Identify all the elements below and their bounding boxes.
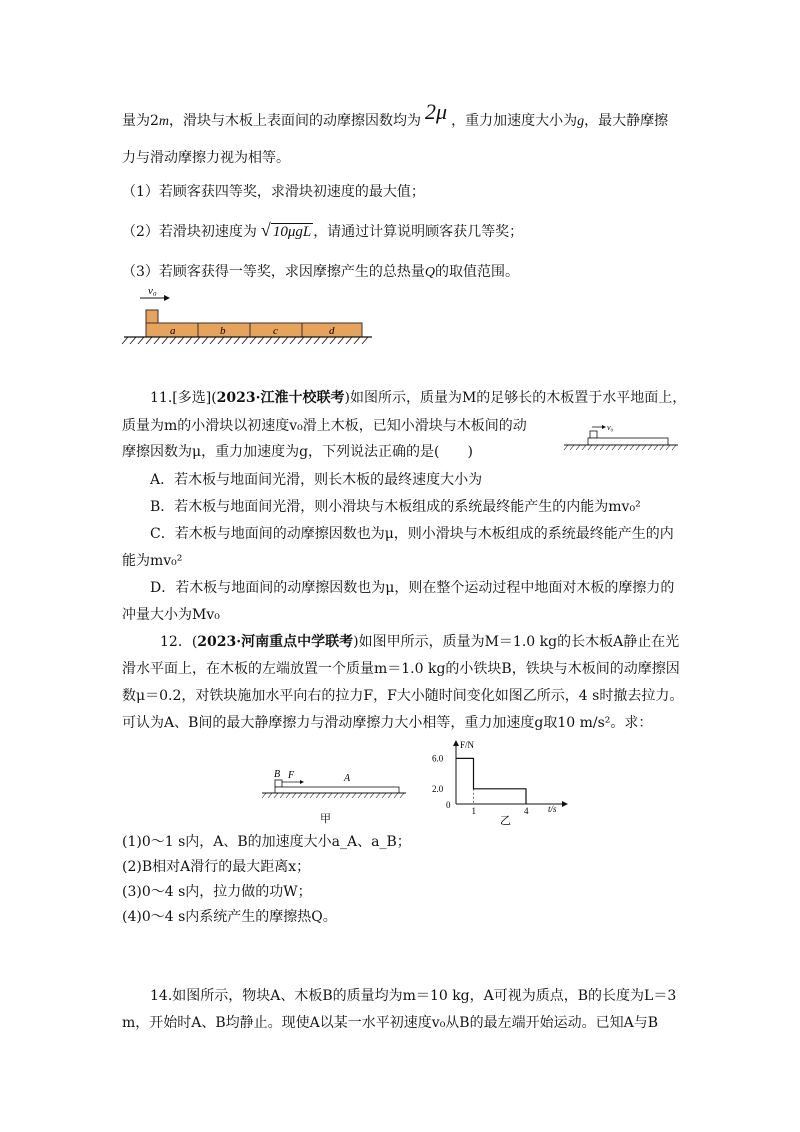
p12-figure-yi-chart — [420, 738, 580, 828]
p12-question4: (4)0～4 s内系统产生的摩擦热Q。 — [122, 909, 337, 925]
label-B: B — [274, 769, 281, 780]
p11-line2: 质量为m的小滑块以初速度v₀滑上木板，已知小滑块与木板间的动 — [122, 418, 527, 434]
p11-option-a: A．若木板与地面间光滑，则长木板的最终速度大小为 — [150, 472, 483, 488]
caption-yi: 乙 — [500, 815, 511, 827]
y-axis-arrow — [453, 740, 459, 746]
force-series-line — [456, 758, 526, 804]
p12-question1: (1)0～1 s内，A、B的加速度大小a_A、a_B； — [122, 834, 411, 850]
x-tick-label: 1 — [471, 806, 476, 816]
segment-label-c: c — [273, 325, 278, 337]
p12-figure-jia — [260, 766, 410, 826]
p10-line2: 力与滑动摩擦力视为相等。 — [122, 150, 290, 166]
source-tag: 2023·江淮十校联考 — [216, 390, 345, 406]
text: （2）若滑块初速度为 — [122, 224, 257, 240]
text: ，最大静摩擦 — [584, 113, 669, 129]
segment-label-a: a — [170, 325, 176, 337]
v0-label: v₀ — [607, 423, 614, 432]
long-board — [588, 438, 668, 445]
p10-line1 — [122, 99, 669, 132]
p11-figure — [562, 422, 682, 460]
p12-line4: 可认为A、B间的最大静摩擦力与滑动摩擦力大小相等，重力加速度g取10 m/s²。求： — [122, 715, 653, 731]
p11-line3: 摩擦因数为μ，重力加速度为g，下列说法正确的是( ) — [122, 444, 473, 460]
p11-option-d-line1: D．若木板与地面间的动摩擦因数也为μ，则在整个运动过程中地面对木板的摩擦力的 — [150, 580, 675, 596]
var-Q: Q — [424, 265, 436, 280]
p12-line1 — [160, 632, 679, 652]
p10-question2 — [122, 220, 523, 242]
p11-option-b: B．若木板与地面间光滑，则小滑块与木板组成的系统最终能产生的内能为mv₀² — [150, 499, 641, 515]
ground-hatch — [262, 793, 404, 798]
ground-hatch — [122, 337, 368, 344]
small-block — [590, 431, 597, 438]
arrow-head — [164, 295, 170, 301]
board-A — [275, 787, 399, 793]
p12-line3: 数μ＝0.2，对铁块施加水平向右的拉力F，F大小随时间变化如图乙所示，4 s时撤去拉力。 — [122, 688, 684, 704]
text: 的取值范围。 — [435, 264, 520, 280]
segment-label-d: d — [329, 325, 335, 337]
var-g: g — [577, 114, 585, 129]
p14-line1: 14.如图所示，物块A、木板B的质量均为m＝10 kg，A可视为质点，B的长度为L＝3 — [150, 988, 677, 1004]
v0-label: v₀ — [148, 285, 157, 297]
text: )如图所示，质量为M的足够长的木板置于水平地面上， — [344, 390, 687, 406]
block-B — [275, 780, 282, 787]
source-tag: 2023·河南重点中学联考 — [197, 634, 354, 650]
p12-question2: (2)B相对A滑行的最大距离x； — [122, 859, 311, 875]
text: 12．( — [160, 634, 198, 650]
y-tick-label: 6.0 — [432, 753, 444, 764]
y-axis-label: F/N — [460, 740, 475, 750]
slider-block — [146, 310, 158, 323]
text: ，请通过计算说明顾客获几等奖； — [313, 224, 524, 240]
text: ，重力加速度大小为 — [451, 113, 578, 129]
p11-option-c-line2: 能为mv₀² — [122, 553, 183, 569]
sqrt-content: 10μgL — [272, 224, 312, 240]
text: （3）若顾客获得一等奖，求因摩擦产生的总热量 — [122, 264, 425, 280]
p12-line2: 滑水平面上，在木板的左端放置一个质量m＝1.0 kg的小铁块B，铁块与木板间的动摩擦因 — [122, 661, 680, 677]
p10-question3 — [122, 262, 519, 283]
p11-option-d-line2: 冲量大小为Mv₀ — [122, 607, 220, 623]
y-tick-label: 2.0 — [432, 783, 444, 794]
p11-option-c-line1: C．若木板与地面间的动摩擦因数也为μ，则小滑块与木板组成的系统最终能产生的内 — [150, 526, 674, 542]
label-F: F — [288, 770, 295, 781]
mu-formula: 2μ — [425, 99, 448, 124]
arrow-head — [602, 425, 606, 429]
text: 11.[多选]( — [150, 390, 217, 406]
arrow-head — [300, 780, 304, 784]
sqrt-formula: √ 10μgL — [260, 220, 312, 240]
text: 量为2 — [122, 113, 159, 129]
label-A: A — [344, 773, 351, 784]
x-axis-arrow — [562, 801, 568, 807]
p10-question1: （1）若顾客获四等奖，求滑块初速度的最大值； — [122, 184, 425, 200]
p10-figure — [120, 282, 380, 350]
ground-hatch — [564, 445, 676, 450]
var-m: m — [158, 114, 170, 129]
text: ，滑块与木板上表面间的动摩擦因数均为 — [169, 113, 422, 129]
origin-tick-label: 0 — [446, 800, 451, 810]
x-axis-label: t/s — [548, 804, 557, 814]
text: )如图甲所示，质量为M＝1.0 kg的长木板A静止在光 — [353, 634, 680, 650]
p12-question3: (3)0～4 s内，拉力做的功W； — [122, 884, 312, 900]
p11-line1 — [150, 388, 686, 408]
x-tick-label: 4 — [524, 806, 529, 816]
p14-line2: m，开始时A、B均静止。现使A以某一水平初速度v₀从B的最左端开始运动。已知A与B — [122, 1015, 658, 1031]
caption-jia: 甲 — [320, 813, 331, 825]
segment-label-b: b — [220, 325, 226, 337]
